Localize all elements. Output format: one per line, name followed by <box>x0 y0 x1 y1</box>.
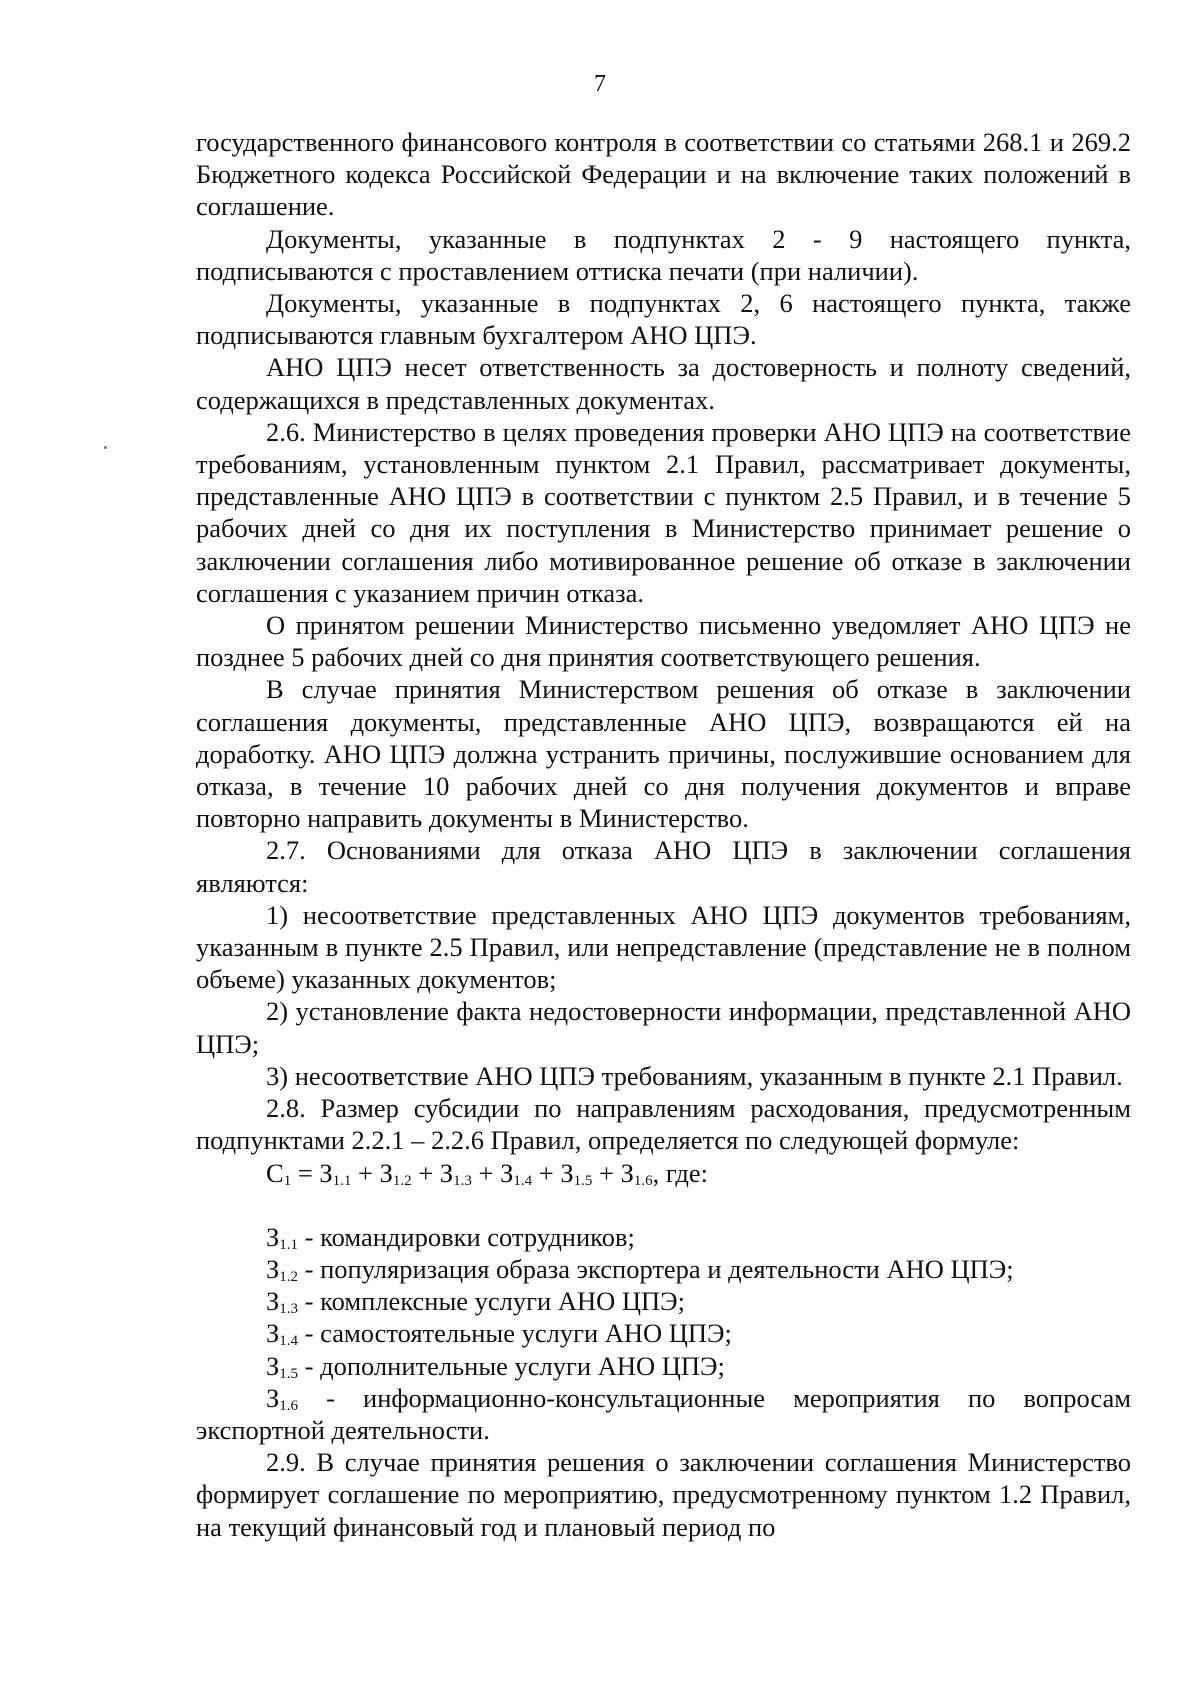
paragraph: Документы, указанные в подпунктах 2 - 9 настоящего пункта, подписываются с проставлением оттиска печати (при наличии). <box>196 223 1131 286</box>
definition-symbol: З <box>266 1318 280 1349</box>
definition-subscript: 1.1 <box>279 1236 299 1253</box>
paragraph: АНО ЦПЭ несет ответственность за достоверность и полноту сведений, содержащихся в представленных документах. <box>196 352 1131 415</box>
formula-equals: = <box>291 1157 320 1188</box>
definition-item <box>196 1382 1131 1446</box>
formula-term-symbol: З <box>620 1157 634 1188</box>
formula-term-subscript: 1.2 <box>392 1172 412 1189</box>
formula-plus: + <box>532 1157 561 1188</box>
formula-term-symbol: З <box>439 1157 454 1188</box>
formula-term-subscript: 1.4 <box>513 1172 533 1189</box>
formula-term-symbol: З <box>379 1157 393 1188</box>
definition-item <box>196 1285 1131 1317</box>
paragraph: 2.7. Основаниями для отказа АНО ЦПЭ в заключении соглашения являются: <box>196 835 1131 898</box>
paragraph: государственного финансового контроля в соответствии со статьями 268.1 и 269.2 Бюджетного кодекса Российской Федерации и на включение таких положений в соглашение. <box>196 127 1131 222</box>
paragraph: 2.6. Министерство в целях проведения проверки АНО ЦПЭ на соответствие требованиям, установленным пунктом 2.1 Правил, рассматривает документы, представленные АНО ЦПЭ в соответствии с пунктом 2.5 Правил, и в течение 5 рабочих дней со дня их поступления в Министерство принимает решение о заключении соглашения либо мотивированное решение об отказе в заключении соглашения с указанием причин отказа. <box>196 416 1131 608</box>
definition-text: - командировки сотрудников; <box>298 1221 635 1252</box>
definition-item <box>196 1350 1131 1382</box>
page-number: 7 <box>594 71 606 97</box>
definition-symbol: З <box>266 1382 280 1413</box>
paragraph: 2.8. Размер субсидии по направлениям расходования, предусмотренным подпунктами 2.2.1 – 2.2.6 Правил, определяется по следующей формуле: <box>196 1093 1131 1156</box>
definition-text: - самостоятельные услуги АНО ЦПЭ; <box>298 1318 732 1349</box>
definition-subscript: 1.3 <box>279 1301 299 1318</box>
paragraph: В случае принятия Министерством решения об отказе в заключении соглашения документы, представленные АНО ЦПЭ, возвращаются ей на доработку. АНО ЦПЭ должна устранить причины, послужившие основанием для отказа, в течение 10 рабочих дней со дня получения документов и вправе повторно направить документы в Министерство. <box>196 674 1131 834</box>
scan-speck <box>104 446 107 449</box>
paragraph: 1) несоответствие представленных АНО ЦПЭ документов требованиям, указанным в пункте 2.5 Правил, или непредставление (представление не в полном объеме) указанных документов; <box>196 899 1131 995</box>
formula-term-subscript: 1.5 <box>573 1172 593 1189</box>
formula-spacer <box>196 1189 1131 1221</box>
definition-item <box>196 1221 1131 1253</box>
definition-subscript: 1.6 <box>279 1397 299 1414</box>
definition-item <box>196 1317 1131 1349</box>
definition-subscript: 1.2 <box>279 1268 299 1285</box>
definition-subscript: 1.4 <box>279 1333 299 1350</box>
definition-list <box>196 1221 1131 1446</box>
formula-term-symbol: З <box>500 1157 514 1188</box>
document-body <box>196 126 1131 1543</box>
paragraph-list <box>196 126 1131 1157</box>
paragraph: 3) несоответствие АНО ЦПЭ требованиям, указанным в пункте 2.1 Правил. <box>266 1060 1123 1091</box>
formula-term-subscript: 1.1 <box>332 1172 352 1189</box>
formula-tail: , где: <box>652 1157 709 1188</box>
subsidy-formula <box>196 1157 1131 1189</box>
formula-plus: + <box>411 1157 440 1188</box>
definition-symbol: З <box>266 1286 280 1317</box>
definition-symbol: З <box>266 1221 280 1252</box>
definition-symbol: З <box>266 1253 280 1284</box>
paragraph: Документы, указанные в подпунктах 2, 6 настоящего пункта, также подписываются главным бухгалтером АНО ЦПЭ. <box>196 288 1131 351</box>
formula-lhs-symbol: С <box>266 1157 284 1188</box>
formula-plus: + <box>351 1157 380 1188</box>
formula-term-symbol: З <box>560 1157 574 1188</box>
definition-item <box>196 1253 1131 1285</box>
formula-term-symbol: З <box>319 1157 333 1188</box>
formula-lhs-subscript: 1 <box>283 1172 292 1189</box>
paragraph: 2) установление факта недостоверности информации, представленной АНО ЦПЭ; <box>196 996 1131 1059</box>
definition-text: - информационно-консультационные мероприятия по вопросам экспортной деятельности. <box>196 1382 1131 1445</box>
definition-text: - комплексные услуги АНО ЦПЭ; <box>298 1286 685 1317</box>
paragraph: О принятом решении Министерство письменно уведомляет АНО ЦПЭ не позднее 5 рабочих дней со дня принятия соответствующего решения. <box>196 610 1131 673</box>
formula-plus: + <box>471 1157 501 1188</box>
definition-text: - дополнительные услуги АНО ЦПЭ; <box>298 1350 725 1381</box>
formula-term-subscript: 1.3 <box>453 1172 472 1189</box>
definition-subscript: 1.5 <box>279 1365 299 1382</box>
formula-plus: + <box>592 1157 621 1188</box>
definition-symbol: З <box>266 1350 280 1381</box>
formula-term-subscript: 1.6 <box>633 1172 653 1189</box>
paragraph-2-9: 2.9. В случае принятия решения о заключении соглашения Министерство формирует соглашение по мероприятию, предусмотренному пунктом 1.2 Правил, на текущий финансовый год и плановый период по <box>196 1447 1131 1542</box>
definition-text: - популяризация образа экспортера и деятельности АНО ЦПЭ; <box>298 1253 1014 1284</box>
